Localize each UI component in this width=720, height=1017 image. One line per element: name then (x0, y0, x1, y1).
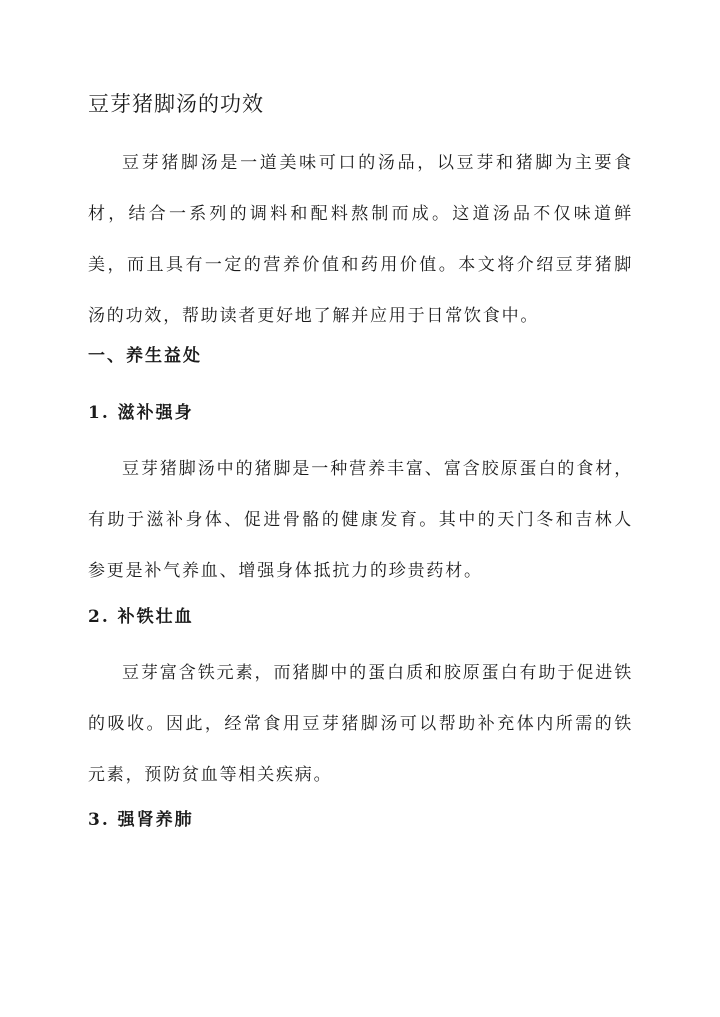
subheading-nourish: 1. 滋补强身 (88, 403, 194, 423)
document-title: 豆芽猪脚汤的功效 (88, 92, 264, 116)
paragraph-nourish: 豆芽猪脚汤中的猪脚是一种营养丰富、富含胶原蛋白的食材，有助于滋补身体、促进骨骼的健康发育。其中的天门冬和吉林人参更是补气养血、增强身体抵抗力的珍贵药材。 (88, 459, 633, 581)
paragraph-iron-blood: 豆芽富含铁元素，而猪脚中的蛋白质和胶原蛋白有助于促进铁的吸收。因此，经常食用豆芽猪脚汤可以帮助补充体内所需的铁元素，预防贫血等相关疾病。 (88, 663, 633, 785)
section-heading-health-benefits: 一、养生益处 (88, 346, 202, 366)
intro-paragraph: 豆芽猪脚汤是一道美味可口的汤品，以豆芽和猪脚为主要食材，结合一系列的调料和配料熬制而成。这道汤品不仅味道鲜美，而且具有一定的营养价值和药用价值。本文将介绍豆芽猪脚汤的功效，帮助读者更好地了解并应用于日常饮食中。 (88, 153, 633, 326)
subheading-iron-blood: 2. 补铁壮血 (88, 607, 194, 627)
subheading-kidney-lung: 3. 强肾养肺 (88, 810, 194, 830)
